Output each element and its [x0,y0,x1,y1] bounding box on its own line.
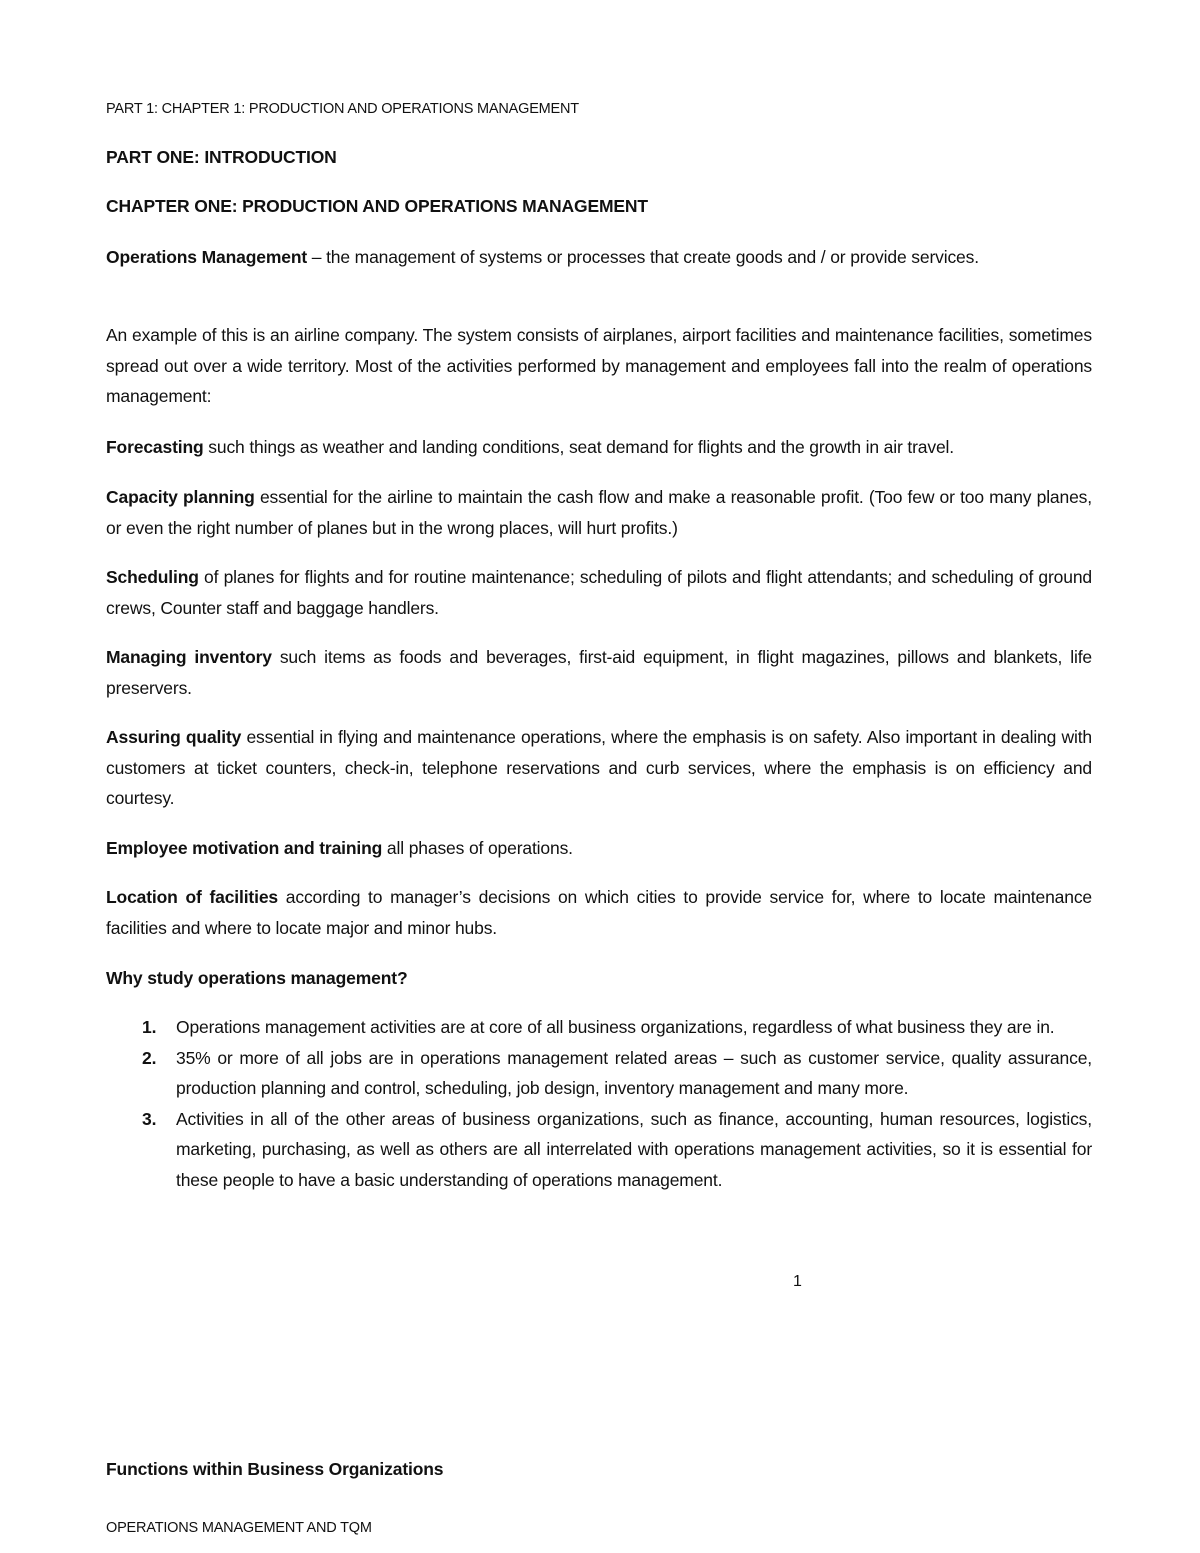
why-study-heading: Why study operations management? [106,968,408,988]
list-item [106,1043,1092,1104]
part-heading: PART ONE: INTRODUCTION [106,147,337,167]
activity-term: Employee motivation and training [106,838,383,858]
page-number: 1 [793,1273,802,1290]
activity-term: Location of facilities [106,887,278,907]
list-item-text: Activities in all of the other areas of business organizations, such as finance, accounting, human resources, logistics, marketing, purchasing, as well as others are all interrelated with operations management activities, so it is essential for these people to have a basic understanding of operations management. [176,1108,1092,1190]
activity-term: Capacity planning [106,487,255,507]
activity-term: Assuring quality [106,727,242,747]
running-header: PART 1: CHAPTER 1: PRODUCTION AND OPERATIONS MANAGEMENT [106,101,579,117]
running-footer: OPERATIONS MANAGEMENT AND TQM [106,1520,372,1536]
activity-location-of-facilities [106,882,1092,943]
activity-text: of planes for flights and for routine maintenance; scheduling of pilots and flight attendants; and scheduling of ground crews, Counter staff and baggage handlers. [106,567,1092,618]
activity-capacity-planning [106,482,1092,543]
activity-assuring-quality [106,722,1092,814]
activity-employee-motivation [106,833,1092,864]
definition-text: – the management of systems or processes that create goods and / or provide services. [307,247,979,267]
definition-paragraph [106,242,1092,273]
list-number: 2. [142,1047,157,1068]
list-item [106,1104,1092,1196]
activity-text: essential for the airline to maintain the cash flow and make a reasonable profit. (Too few or too many planes, or even the right number of planes but in the wrong places, will hurt profits.) [106,487,1092,538]
activity-text: all phases of operations. [382,838,573,858]
activity-term: Scheduling [106,567,199,587]
activity-text: according to manager’s decisions on which cities to provide service for, where to locate maintenance facilities and where to locate major and minor hubs. [106,887,1093,938]
list-number: 1. [142,1017,157,1037]
list-item-text: 35% or more of all jobs are in operations management related areas – such as customer service, quality assurance, production planning and control, scheduling, job design, inventory management and many more. [176,1047,1092,1098]
definition-term: Operations Management [106,247,308,267]
activity-text: such things as weather and landing conditions, seat demand for flights and the growth in air travel. [203,437,954,457]
activity-managing-inventory [106,642,1092,703]
list-item [106,1012,1092,1043]
activity-term: Managing inventory [106,647,272,667]
list-item-text: Operations management activities are at core of all business organizations, regardless of what business they are in. [176,1017,1055,1037]
activity-text: essential in flying and maintenance operations, where the emphasis is on safety. Also important in dealing with customers at ticket counters, check-in, telephone reservations and curb services, where the emphasis is on efficiency and courtesy. [106,727,1092,808]
reasons-list [106,1012,1092,1195]
chapter-heading: CHAPTER ONE: PRODUCTION AND OPERATIONS MANAGEMENT [106,196,648,216]
activity-text: such items as foods and beverages, first-aid equipment, in flight magazines, pillows and blankets, life preservers. [106,647,1092,698]
list-number: 3. [142,1108,157,1129]
activity-scheduling [106,562,1092,623]
activity-term: Forecasting [106,437,204,457]
example-paragraph: An example of this is an airline company. The system consists of airplanes, airport facilities and maintenance facilities, sometimes spread out over a wide territory. Most of the activities performed by management and employees fall into the realm of operations management: [106,325,1092,406]
activity-forecasting [106,432,1092,463]
next-page-heading: Functions within Business Organizations [106,1459,444,1479]
